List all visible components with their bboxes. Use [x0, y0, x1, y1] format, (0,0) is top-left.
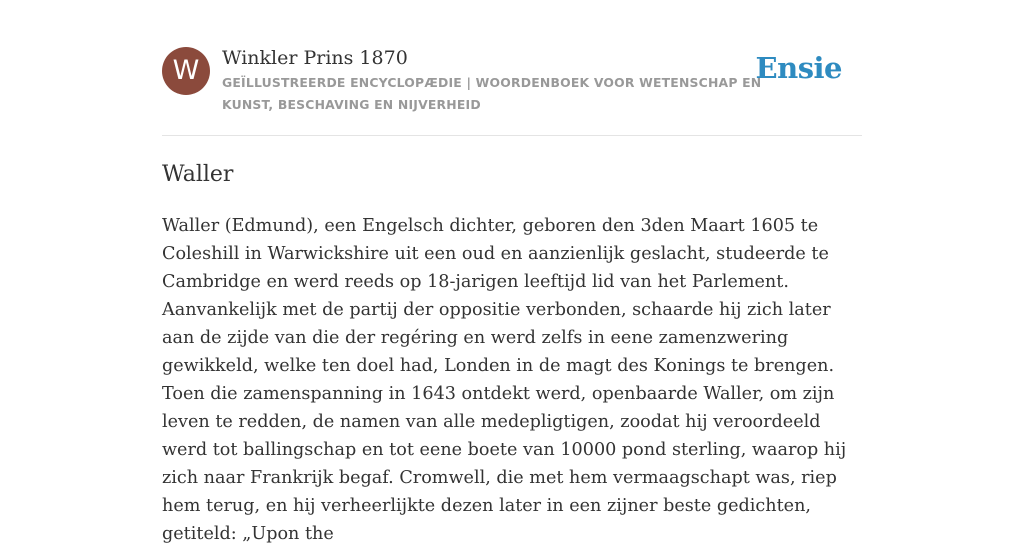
- ensie-logo-link[interactable]: Ensie: [755, 51, 842, 85]
- avatar[interactable]: W: [162, 47, 210, 95]
- source-subtitle: GEÏLLUSTREERDE ENCYCLOPÆDIE | WOORDENBOEK VOOR WETENSCHAP EN KUNST, BESCHAVING EN NIJVERHEID: [222, 75, 762, 112]
- source-title[interactable]: Winkler Prins 1870: [222, 47, 408, 69]
- article-title: Waller: [162, 162, 234, 187]
- content-container: [162, 0, 862, 544]
- source-info: [222, 44, 762, 116]
- source-header: [162, 0, 862, 136]
- article-body: Waller (Edmund), een Engelsch dichter, geboren den 3den Maart 1605 te Coleshill in Warwickshire uit een oud en aanzienlijk geslacht, studeerde te Cambridge en werd reeds op 18-jarigen leeftijd lid van het Parlement. Aanvankelijk met de partij der oppositie verbonden, schaarde hij zich later aan de zijde van die der regéring en werd zelfs in eene zamenzwering gewikkeld, welke ten doel had, Londen in de magt des Konings te brengen. Toen die zamenspanning in 1643 ontdekt werd, openbaarde Waller, om zijn leven te redden, de namen van alle medepligtigen, zoodat hij veroordeeld werd tot ballingschap en tot eene boete van 10000 pond sterling, waarop hij zich naar Frankrijk begaf. Cromwell, die met hem vermaagschapt was, riep hem terug, en hij verheerlijkte dezen later in een zijner beste gedichten, getiteld: „Upon the: [162, 216, 847, 544]
